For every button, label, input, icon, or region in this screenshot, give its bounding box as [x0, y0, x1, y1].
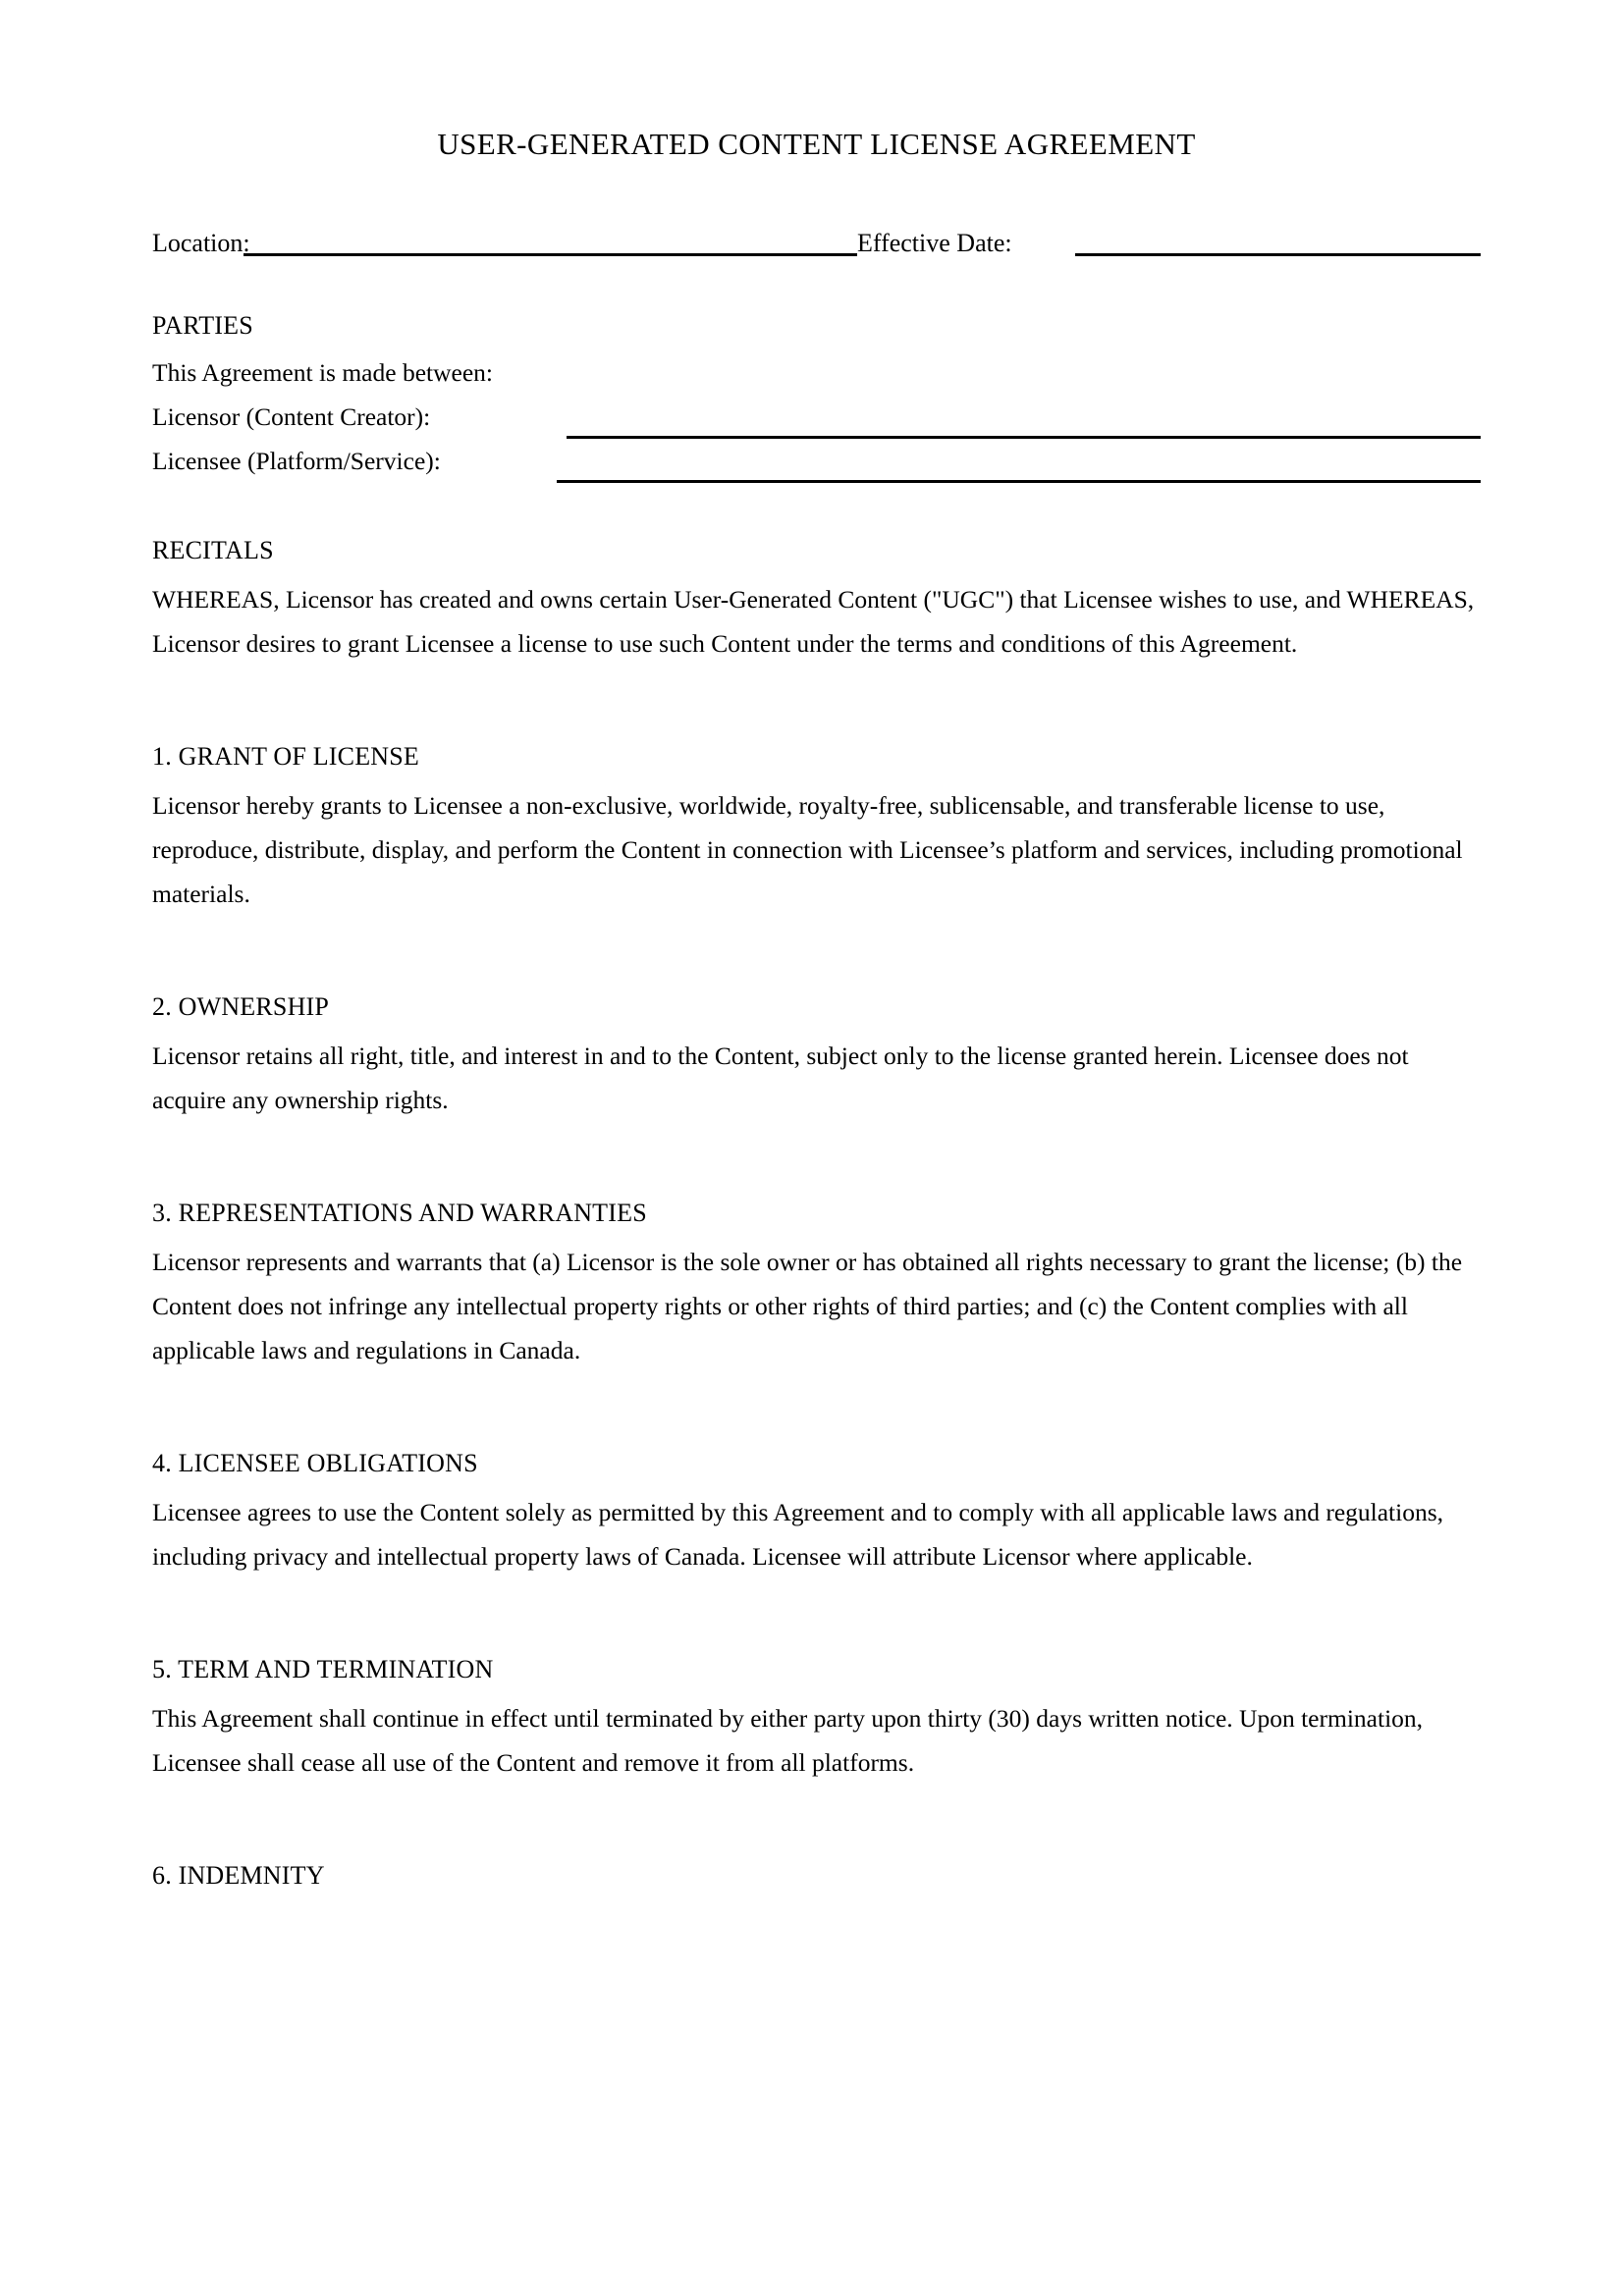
licensee-row: [152, 439, 1481, 483]
section-grant-of-license: [152, 738, 1481, 916]
header-fields-row: [152, 231, 1481, 256]
section-body: This Agreement shall continue in effect until terminated by either party upon thirty (30) days written notice. Upon termination, Licensee shall cease all use of the Content and remove it from all platforms.: [152, 1703, 1424, 1777]
section-ownership: [152, 988, 1481, 1122]
licensee-label: Licensee (Platform/Service):: [152, 447, 441, 476]
location-label: Location:: [152, 229, 250, 258]
licensor-label: Licensor (Content Creator):: [152, 402, 431, 431]
licensor-row: [152, 395, 1481, 439]
parties-intro-text: This Agreement is made between:: [152, 357, 493, 387]
section-body: Licensor represents and warrants that (a) Licensor is the sole owner or has obtained all rights necessary to grant the license; (b) the Content does not infringe any intellectual property rights or other rights of third parties; and (c) the Content complies with all applicable laws and regulations in Canada.: [152, 1247, 1463, 1365]
recitals-heading: RECITALS: [152, 536, 274, 565]
document-body: [152, 0, 1481, 1902]
page-title: USER-GENERATED CONTENT LICENSE AGREEMENT: [437, 127, 1196, 161]
parties-block: [152, 350, 1481, 483]
licensor-input[interactable]: [567, 436, 1481, 439]
location-field-group: [152, 231, 857, 256]
section-heading: 4. LICENSEE OBLIGATIONS: [152, 1449, 478, 1478]
recitals-body: WHEREAS, Licensor has created and owns certain User-Generated Content ("UGC") that Licensee wishes to use, and WHEREAS, Licensor desires to grant Licensee a license to use such Content under the terms and conditions of this Agreement.: [152, 584, 1475, 659]
section-parties: [152, 307, 1481, 483]
section-recitals: [152, 532, 1481, 666]
effective-date-input[interactable]: [1075, 253, 1481, 256]
section-representations-and-warranties: [152, 1195, 1481, 1372]
section-term-and-termination: [152, 1651, 1481, 1785]
licensee-input[interactable]: [557, 480, 1481, 483]
effective-date-label: Effective Date:: [857, 229, 1012, 258]
section-heading: 3. REPRESENTATIONS AND WARRANTIES: [152, 1199, 647, 1228]
section-licensee-obligations: [152, 1445, 1481, 1578]
section-body: Licensee agrees to use the Content solely as permitted by this Agreement and to comply with all applicable laws and regulations, including privacy and intellectual property laws of Canada. Licensee will attribute Licensor where applicable.: [152, 1497, 1444, 1572]
section-heading: 5. TERM AND TERMINATION: [152, 1655, 494, 1684]
effective-date-field-group: [857, 231, 1481, 256]
section-indemnity: [152, 1857, 1481, 1895]
section-heading: 6. INDEMNITY: [152, 1861, 325, 1891]
parties-heading: PARTIES: [152, 311, 253, 341]
location-input[interactable]: [244, 253, 857, 256]
section-heading: 2. OWNERSHIP: [152, 992, 330, 1022]
section-heading: 1. GRANT OF LICENSE: [152, 742, 420, 772]
section-body: Licensor retains all right, title, and interest in and to the Content, subject only to the license granted herein. Licensee does not acquire any ownership rights.: [152, 1041, 1409, 1115]
parties-intro-row: [152, 350, 1481, 395]
section-body: Licensor hereby grants to Licensee a non-exclusive, worldwide, royalty-free, sublicensable, and transferable license to use, reproduce, distribute, display, and perform the Content in connection with Licensee’s platform and services, including promotional materials.: [152, 790, 1463, 909]
